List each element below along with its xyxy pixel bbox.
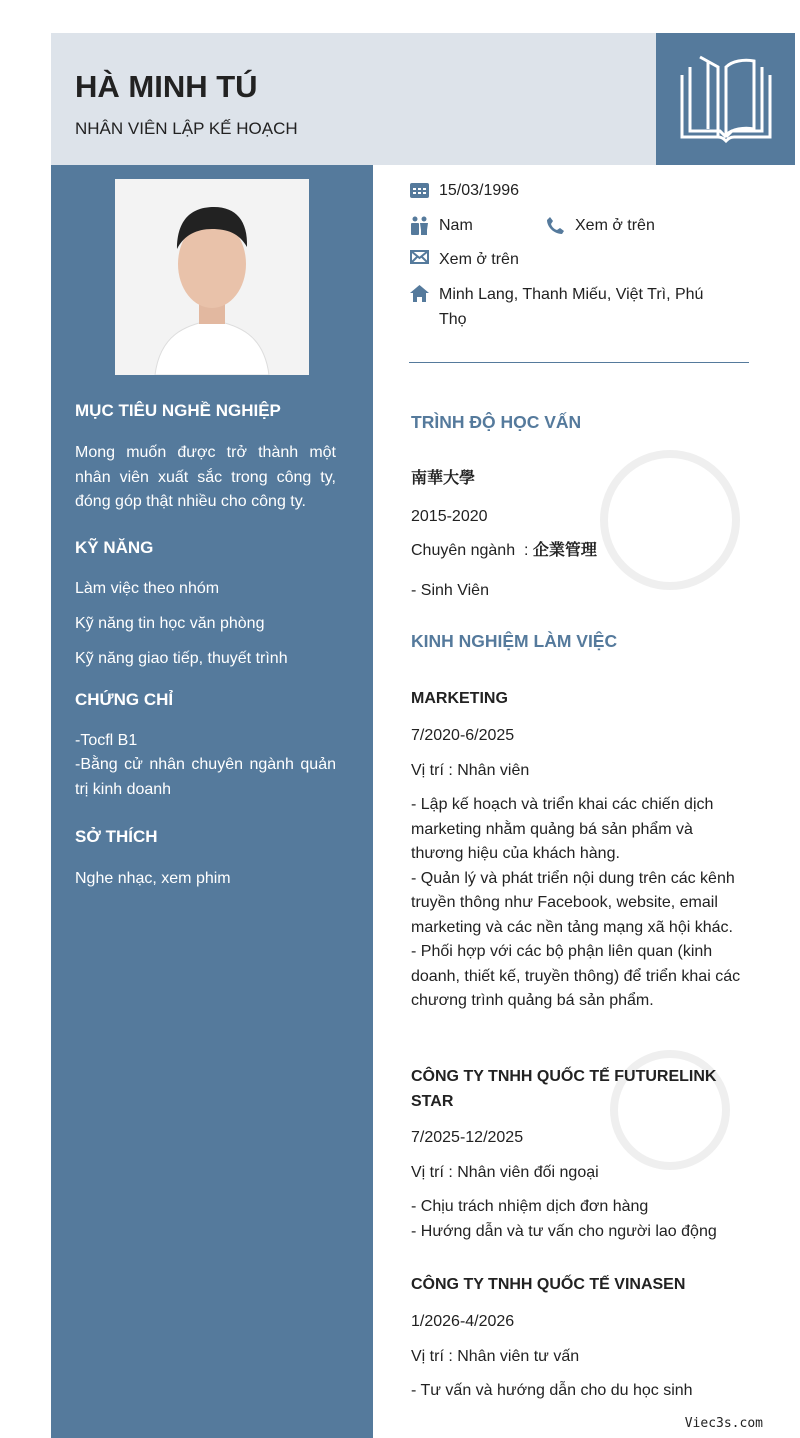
book-icon [656,33,795,165]
hobbies-text: Nghe nhạc, xem phim [75,870,231,887]
experience-heading: KINH NGHIỆM LÀM VIỆC [411,631,618,651]
job-desc-line: - Hướng dẫn và tư vấn cho người lao động [411,1222,717,1240]
phone-value: Xem ở trên [575,217,655,234]
education-note: - Sinh Viên [411,582,489,599]
sidebar [51,165,373,1438]
divider [409,362,749,363]
job-company: CÔNG TY TNHH QUỐC TẾ VINASEN [411,1276,686,1293]
objective-text: Mong muốn được trở thành một nhân viên xuất sắc trong công ty, đóng góp thật nhiều cho công ty. [75,444,336,510]
school-name: 南華大學 [411,470,476,487]
job-title: NHÂN VIÊN LẬP KẾ HOẠCH [75,119,298,138]
candidate-name: HÀ MINH TÚ [75,69,258,104]
dob-value: 15/03/1996 [439,182,520,199]
education-period: 2015-2020 [411,508,488,525]
cert-item: -Tocfl B1 [75,732,138,749]
job-desc-line: - Phối hợp với các bộ phận liên quan (kinh doanh, thiết kế, truyền thông) để triển khai các chương trình quảng bá sản phẩm. [411,943,741,1009]
job-position: Vị trí : Nhân viên tư vấn [411,1348,580,1365]
education-heading: TRÌNH ĐỘ HỌC VẤN [411,412,582,432]
job-period: 1/2026-4/2026 [411,1313,515,1330]
job-position: Vị trí : Nhân viên [411,762,530,779]
email-icon [410,250,429,264]
hobbies-heading: SỞ THÍCH [75,827,158,846]
email-row [410,247,519,272]
job-description [411,1195,741,1244]
cert-item: -Bằng cử nhân chuyên ngành quản trị kinh doanh [75,756,336,798]
job-period: 7/2025-12/2025 [411,1129,524,1146]
gender-icon [410,216,429,235]
certs-heading: CHỨNG CHỈ [75,690,174,709]
skills-heading: KỸ NĂNG [75,538,154,557]
job-company: CÔNG TY TNHH QUỐC TẾ FUTURELINK STAR [411,1068,717,1110]
skill-item: Kỹ năng tin học văn phòng [75,615,265,632]
calendar-icon [410,181,429,198]
job-desc-line: - Chịu trách nhiệm dịch đơn hàng [411,1198,649,1215]
objective-heading: MỤC TIÊU NGHỀ NGHIỆP [75,401,281,420]
phone-row [546,213,655,238]
skill-item: Kỹ năng giao tiếp, thuyết trình [75,650,288,667]
job-company: MARKETING [411,690,508,707]
job-desc-line: - Lập kế hoạch và triển khai các chiến dịch marketing nhằm quảng bá sản phẩm và thương hiệu của khách hàng. [411,796,714,862]
footer-watermark: Viec3s.com [684,1416,763,1431]
major-label: Chuyên ngành : [411,542,533,559]
profile-photo [115,179,309,375]
education-major [411,539,741,564]
skill-item: Làm việc theo nhóm [75,580,220,597]
job-description [411,793,741,1014]
job-desc-line: - Quản lý và phát triển nội dung trên các kênh truyền thông như Facebook, website, email marketing và các nền tảng mạng xã hội khác. [411,869,735,936]
job-desc-line: - Tư vấn và hướng dẫn cho du học sinh [411,1382,693,1399]
resume-header [51,33,656,165]
job-period: 7/2020-6/2025 [411,727,515,744]
address-value: Minh Lang, Thanh Miếu, Việt Trì, Phú Thọ [439,286,704,328]
address-row [410,282,730,332]
home-icon [410,285,429,302]
job-description [411,1379,741,1404]
gender-value: Nam [439,217,473,234]
phone-icon [546,216,565,235]
email-value: Xem ở trên [439,251,519,268]
major-value: 企業管理 [532,542,597,559]
dob-row [410,178,519,203]
job-position: Vị trí : Nhân viên đối ngoại [411,1164,599,1181]
gender-row [410,213,473,238]
